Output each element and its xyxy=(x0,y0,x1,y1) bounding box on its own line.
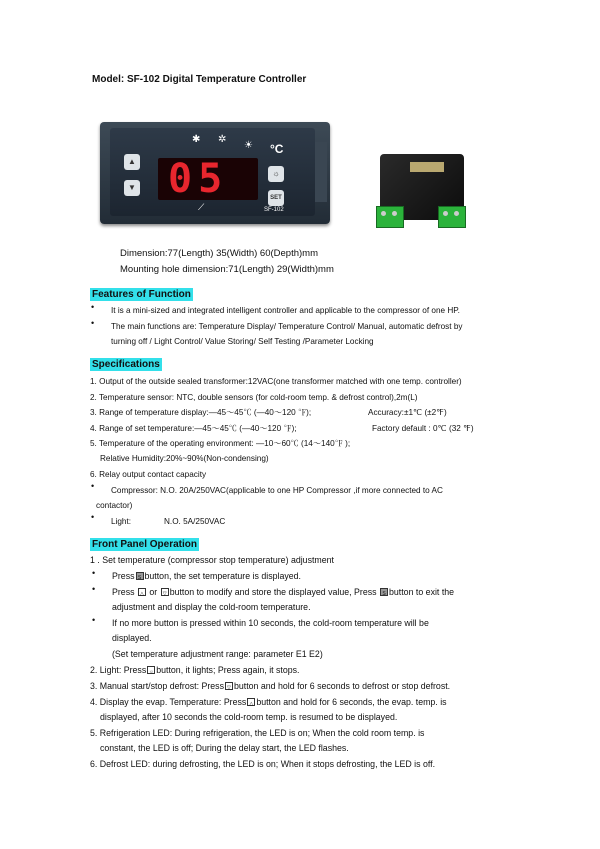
light-bulb-icon: ☼ xyxy=(268,166,284,182)
panel-text: button and hold for 6 seconds, the evap. temp. is xyxy=(256,697,447,707)
panel-text: 4. Display the evap. Temperature: Press xyxy=(90,697,247,707)
transformer-image xyxy=(372,148,472,244)
panel-line xyxy=(90,664,300,676)
spec-light-label: Light: xyxy=(111,517,132,526)
up-arrow-icon: △ xyxy=(138,588,146,596)
set-key-icon: S xyxy=(380,588,388,596)
spec-factory-default: Factory default : 0℃ (32 ℉) xyxy=(372,424,474,433)
terminal-block-left xyxy=(376,206,404,228)
led-display xyxy=(158,158,258,200)
bullet-icon: • xyxy=(92,584,96,594)
bullet-icon: • xyxy=(91,302,95,312)
panel-line: 5. Refrigeration LED: During refrigeration, the LED is on; When the cold room temp. is xyxy=(90,728,425,738)
transformer-label xyxy=(410,162,444,172)
spec-line: 4. Range of set temperature:—45～45℃ (—40～120 ℉); xyxy=(90,424,297,433)
down-arrow-icon: ▽ xyxy=(225,682,233,690)
spec-line: 3. Range of temperature display:—45～45℃ (—40～120 ℉); xyxy=(90,408,312,417)
light-bulb-icon: ☼ xyxy=(147,666,155,674)
terminal-block-right xyxy=(438,206,466,228)
controller-image xyxy=(100,122,330,224)
front-panel-heading: Front Panel Operation xyxy=(92,539,198,550)
panel-line xyxy=(90,680,450,692)
up-arrow-icon: △ xyxy=(247,698,255,706)
down-arrow-icon: ▽ xyxy=(161,588,169,596)
panel-line: If no more button is pressed within 10 seconds, the cold-room temperature will be xyxy=(112,618,429,628)
snowflake-icon: ✱ xyxy=(192,134,201,145)
panel-line xyxy=(112,586,454,598)
dimension-line: Dimension:77(Length) 35(Width) 60(Depth)mm xyxy=(120,248,318,259)
feature-item: turning off / Light Control/ Value Storing/ Self Testing /Parameter Locking xyxy=(111,337,374,346)
panel-line: constant, the LED is off; During the delay start, the LED flashes. xyxy=(100,743,349,753)
spec-line: 5. Temperature of the operating environment: —10～60℃ (14～140℉ ); xyxy=(90,439,351,448)
panel-text: 3. Manual start/stop defrost: Press xyxy=(90,681,224,691)
down-arrow-icon: ▼ xyxy=(124,180,140,196)
panel-text: 2. Light: Press xyxy=(90,665,147,675)
panel-line: 1 . Set temperature (compressor stop temperature) adjustment xyxy=(90,555,334,565)
specifications-heading: Specifications xyxy=(92,359,160,370)
spec-line: contactor) xyxy=(96,501,133,510)
panel-text: button to modify and store the displayed value, Press xyxy=(169,587,377,597)
bullet-icon: • xyxy=(92,615,96,625)
panel-line: 6. Defrost LED: during defrosting, the LED is on; When it stops defrosting, the LED is off. xyxy=(90,759,436,769)
panel-line: displayed, after 10 seconds the cold-room temp. is resumed to be displayed. xyxy=(100,712,398,722)
mounting-hole-line: Mounting hole dimension:71(Length) 29(Width)mm xyxy=(120,264,334,275)
panel-line xyxy=(90,696,447,708)
set-key-icon: S xyxy=(136,572,144,580)
display-digits: 05 xyxy=(168,156,229,202)
brand-logo-icon: ⟋ xyxy=(198,202,205,212)
bullet-icon: • xyxy=(91,318,95,328)
panel-line: (Set temperature adjustment range: parameter E1 E2) xyxy=(112,649,323,659)
panel-text: button, the set temperature is displayed. xyxy=(144,571,301,581)
set-key: SET xyxy=(268,190,284,206)
sun-icon: ☀ xyxy=(244,140,253,151)
defrost-icon: ✲ xyxy=(218,134,227,145)
spec-line: Compressor: N.O. 20A/250VAC(applicable to one HP Compressor ,if more connected to AC xyxy=(111,486,443,495)
page-title: Model: SF-102 Digital Temperature Controller xyxy=(92,74,307,85)
bullet-icon: • xyxy=(92,568,96,578)
controller-side-clip xyxy=(315,142,327,202)
feature-item: The main functions are: Temperature Display/ Temperature Control/ Manual, automatic defrost by xyxy=(111,322,463,331)
spec-line: 2. Temperature sensor: NTC, double sensors (for cold-room temp. & defrost control),2m(L) xyxy=(90,393,418,402)
feature-item: It is a mini-sized and integrated intelligent controller and applicable to the compressor of one HP. xyxy=(111,306,460,315)
panel-line: adjustment and display the cold-room temperature. xyxy=(112,602,311,612)
bullet-icon: • xyxy=(91,481,95,491)
panel-text: Press xyxy=(112,571,135,581)
panel-text: button to exit the xyxy=(389,587,455,597)
panel-text: or xyxy=(149,587,158,597)
panel-text: button, it lights; Press again, it stops. xyxy=(156,665,300,675)
model-label: SF-102 xyxy=(264,207,284,213)
celsius-label: °C xyxy=(270,142,284,156)
panel-line xyxy=(112,570,301,582)
spec-line: 1. Output of the outside sealed transformer:12VAC(one transformer matched with one temp. controller) xyxy=(90,377,462,386)
bullet-icon: • xyxy=(91,512,95,522)
panel-line: displayed. xyxy=(112,633,152,643)
up-arrow-icon: ▲ xyxy=(124,154,140,170)
spec-light-value: N.O. 5A/250VAC xyxy=(164,517,226,526)
features-heading: Features of Function xyxy=(92,289,191,300)
controller-face xyxy=(110,128,315,216)
panel-text: Press xyxy=(112,587,135,597)
spec-line: Relative Humidity:20%~90%(Non-condensing) xyxy=(100,454,269,463)
spec-accuracy: Accuracy:±1℃ (±2℉) xyxy=(368,408,447,417)
spec-line: 6. Relay output contact capacity xyxy=(90,470,207,479)
panel-text: button and hold for 6 seconds to defrost or stop defrost. xyxy=(233,681,451,691)
